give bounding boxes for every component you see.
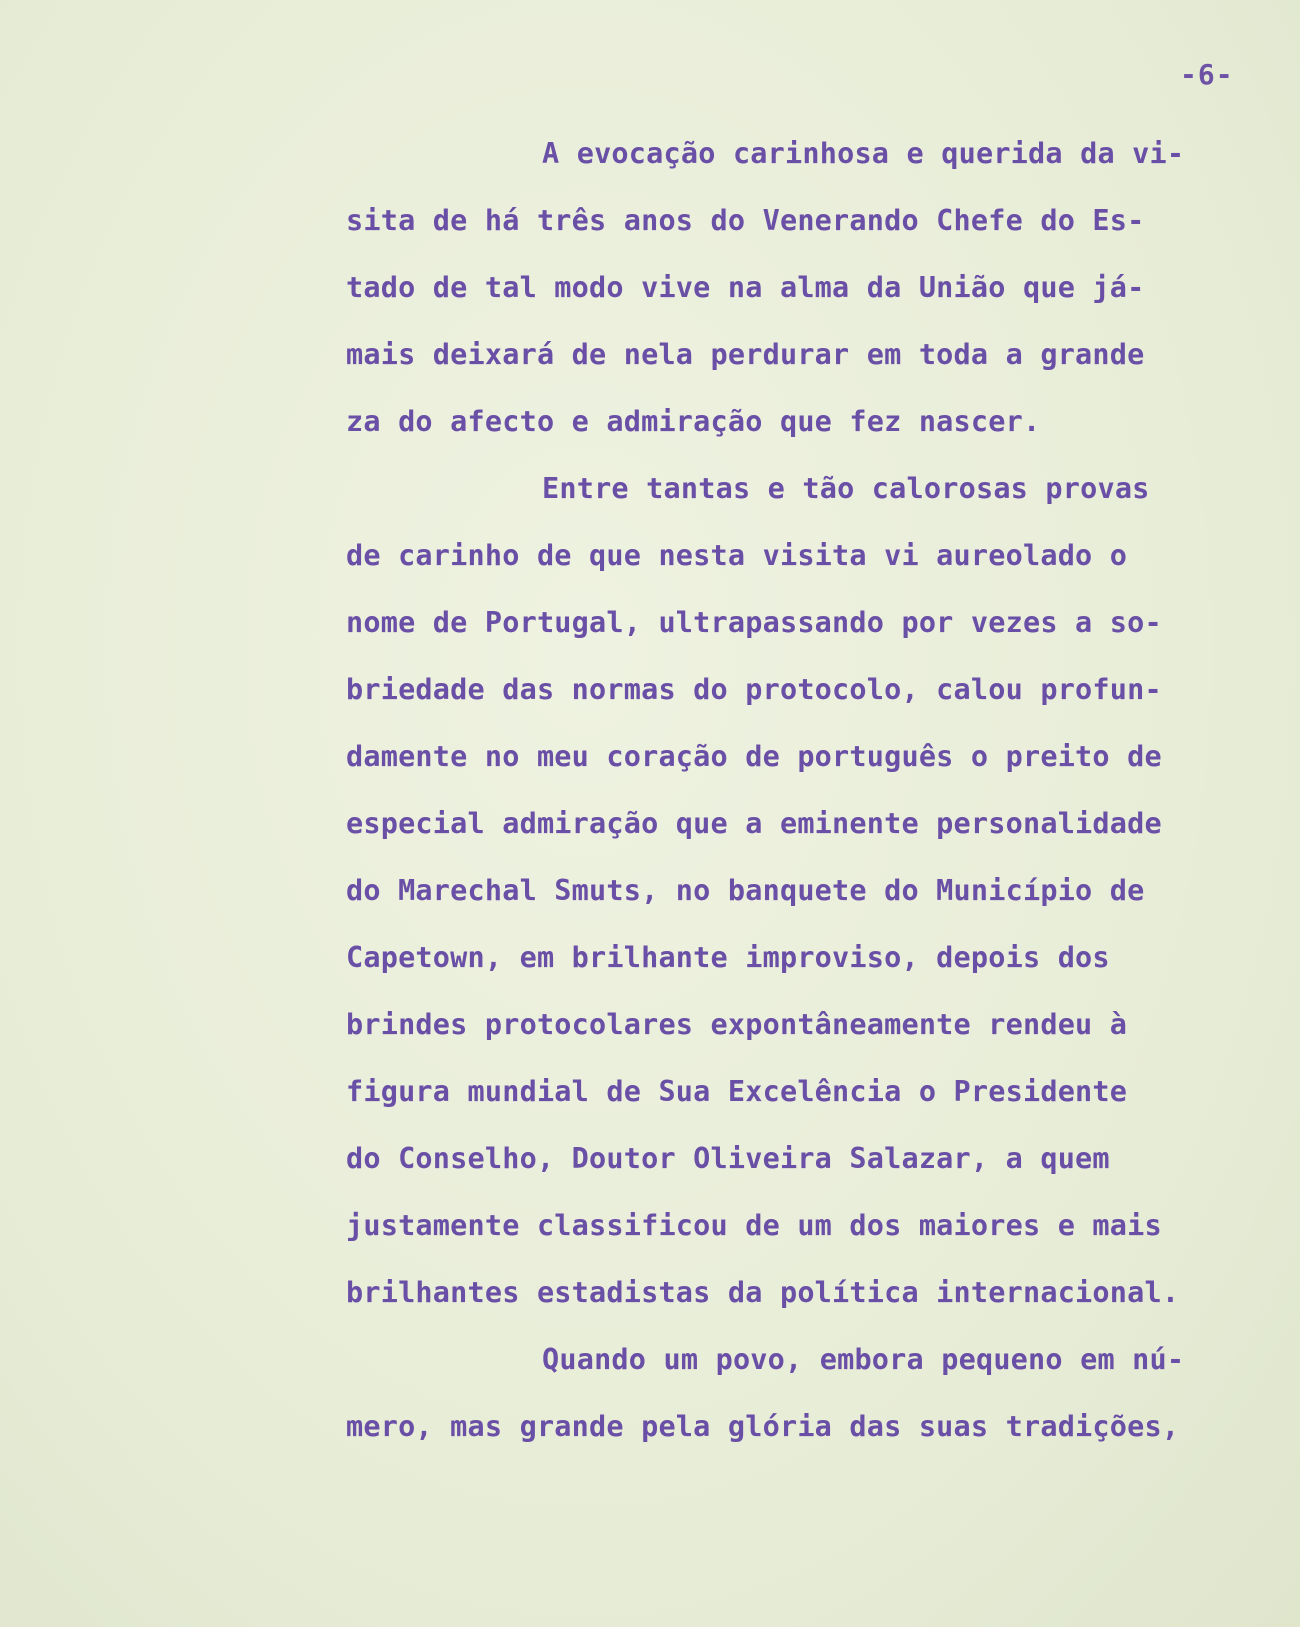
paragraph-2-line-9: brindes protocolares expontâneamente rendeu à <box>346 1008 1128 1041</box>
paragraph-1-line-2: sita de há três anos do Venerando Chefe do Es- <box>346 204 1145 237</box>
paragraph-2-line-13: brilhantes estadistas da política internacional. <box>346 1276 1180 1309</box>
paragraph-2-line-6: especial admiração que a eminente personalidade <box>346 807 1162 840</box>
paragraph-1-line-4: mais deixará de nela perdurar em toda a grande <box>346 338 1145 371</box>
paragraph-1-line-3: tado de tal modo vive na alma da União que já- <box>346 271 1145 304</box>
paragraph-3-line-1: Quando um povo, embora pequeno em nú- <box>542 1343 1185 1376</box>
paragraph-2-line-12: justamente classificou de um dos maiores e mais <box>346 1209 1162 1242</box>
paragraph-2-line-8: Capetown, em brilhante improviso, depois dos <box>346 941 1110 974</box>
paragraph-2-line-1: Entre tantas e tão calorosas provas <box>542 472 1150 505</box>
paragraph-2-line-2: de carinho de que nesta visita vi aureolado o <box>346 539 1128 572</box>
paragraph-1-line-1: A evocação carinhosa e querida da vi- <box>542 137 1185 170</box>
paragraph-2-line-5: damente no meu coração de português o preito de <box>346 740 1162 773</box>
paragraph-2-line-4: briedade das normas do protocolo, calou profun- <box>346 673 1162 706</box>
paragraph-2-line-10: figura mundial de Sua Excelência o Presidente <box>346 1075 1128 1108</box>
paragraph-2-line-11: do Conselho, Doutor Oliveira Salazar, a quem <box>346 1142 1110 1175</box>
page-number: -6- <box>1180 58 1234 91</box>
paragraph-2-line-3: nome de Portugal, ultrapassando por vezes a so- <box>346 606 1162 639</box>
paragraph-1-line-5: za do afecto e admiração que fez nascer. <box>346 405 1041 438</box>
paragraph-3-line-2: mero, mas grande pela glória das suas tradições, <box>346 1410 1180 1443</box>
paragraph-2-line-7: do Marechal Smuts, no banquete do Município de <box>346 874 1145 907</box>
body-text <box>346 120 1286 1460</box>
